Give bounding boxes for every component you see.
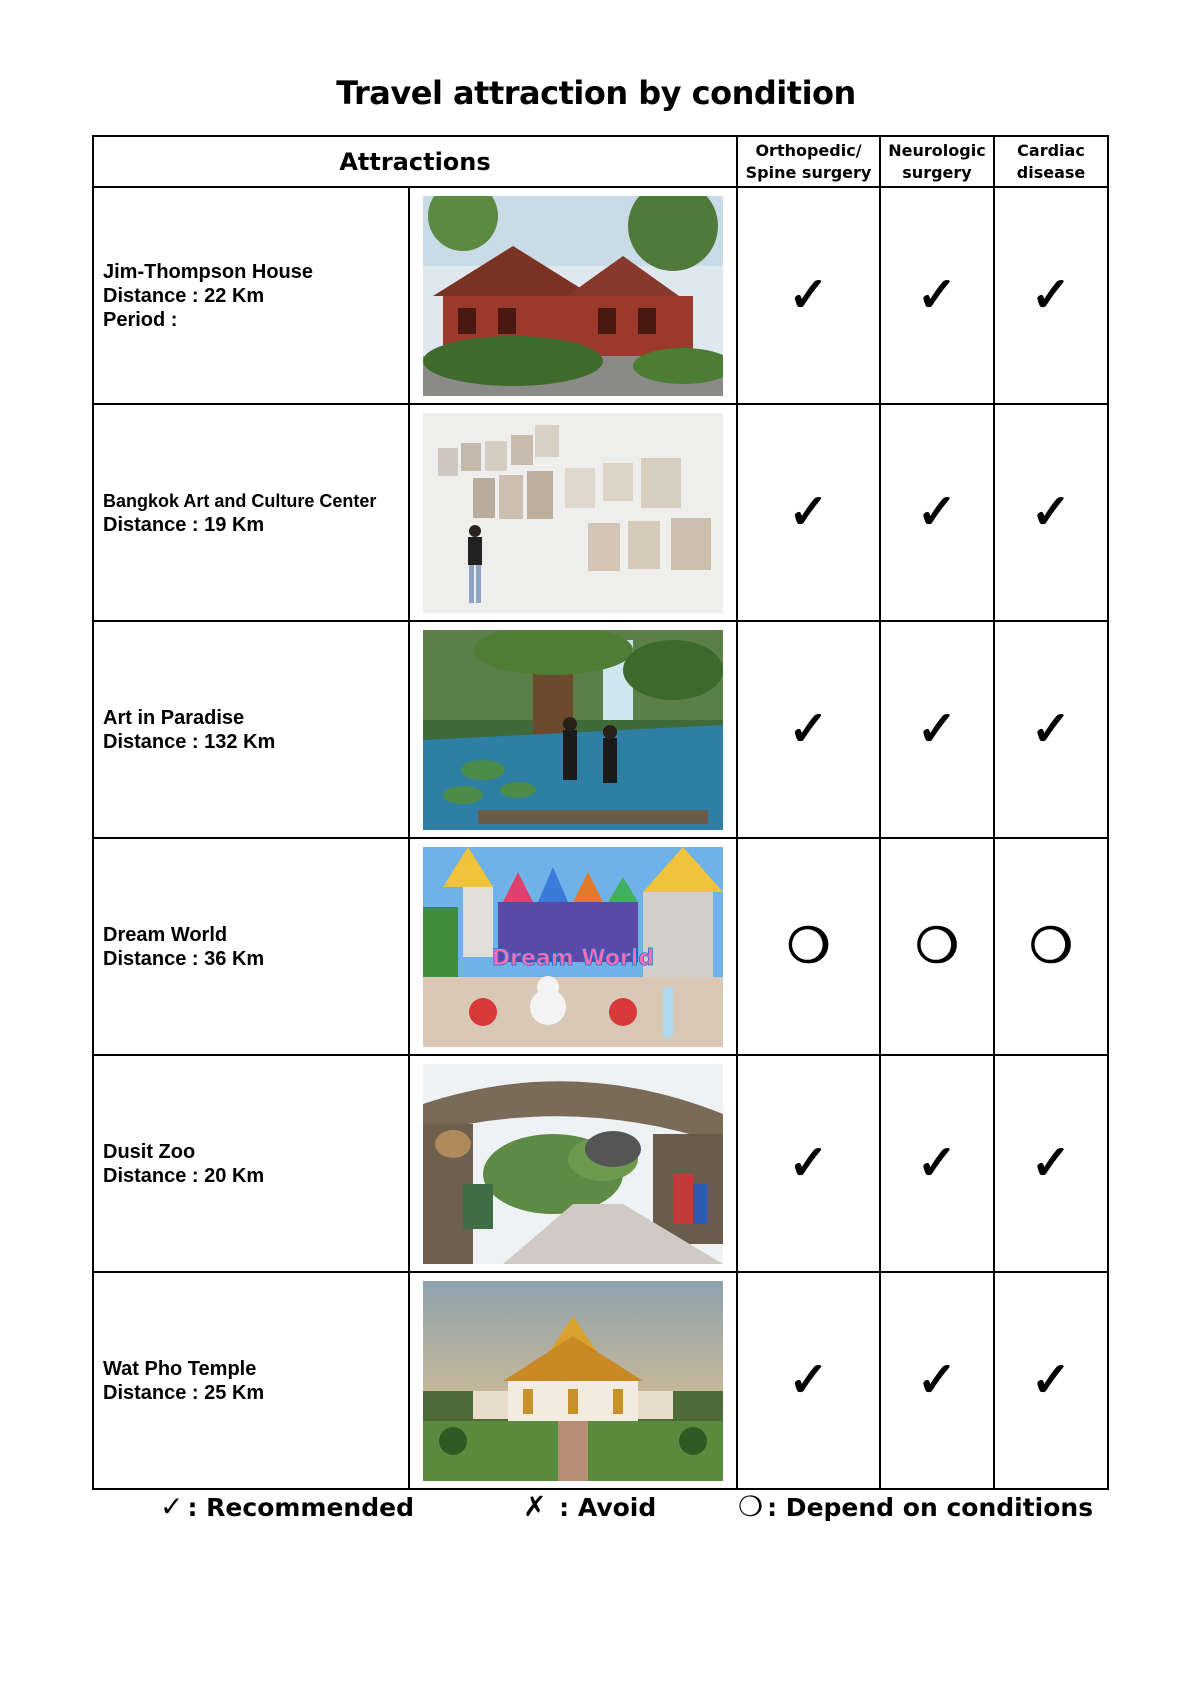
attraction-distance: Distance : 19 Km [103, 513, 265, 536]
mark-cardiac: ✓ [994, 1055, 1108, 1272]
red-teak-house-photo [423, 196, 723, 396]
circle-icon: ❍ [738, 1490, 764, 1523]
photo-cell [409, 1055, 737, 1272]
attractions-header: Attractions [93, 136, 737, 187]
header-row [93, 136, 1108, 187]
header-orthopedic [737, 136, 880, 187]
mark-neurologic: ✓ [880, 1272, 994, 1489]
attraction-name: Bangkok Art and Culture Center [103, 490, 377, 511]
table-row [93, 187, 1108, 404]
header-neurologic-line2: surgery [902, 162, 972, 182]
attractions-table [92, 135, 1109, 1490]
mark-orthopedic: ✓ [737, 404, 880, 621]
header-cardiac-line2: disease [1016, 162, 1086, 182]
attraction-name: Wat Pho Temple [103, 1357, 257, 1380]
mark-neurologic: ✓ [880, 404, 994, 621]
jungle-mural-photo [423, 630, 723, 830]
dream-world-sign: Dream World [491, 945, 655, 971]
attraction-distance: Distance : 36 Km [103, 947, 265, 970]
zoo-gate-photo [423, 1064, 723, 1264]
photo-cell [409, 838, 737, 1055]
photo-cell [409, 404, 737, 621]
legend-recommended [160, 1490, 414, 1523]
photo-cell [409, 621, 737, 838]
legend-recommended-text: : Recommended [187, 1493, 414, 1522]
check-icon: ✓ [160, 1490, 184, 1523]
attraction-name: Jim-Thompson House [103, 260, 314, 283]
mark-cardiac: ✓ [994, 404, 1108, 621]
header-cardiac-line1: Cardiac [1017, 140, 1085, 160]
attraction-info [93, 404, 409, 621]
photo-cell [409, 1272, 737, 1489]
page-title: Travel attraction by condition [336, 74, 856, 112]
table-row [93, 621, 1108, 838]
legend-depend-text: : Depend on conditions [767, 1493, 1094, 1522]
mark-cardiac: ✓ [994, 187, 1108, 404]
attraction-info [93, 621, 409, 838]
mark-cardiac: ❍ [994, 838, 1108, 1055]
mark-cardiac: ✓ [994, 621, 1108, 838]
attraction-distance: Distance : 22 Km [103, 284, 265, 307]
header-orthopedic-line2: Spine surgery [745, 162, 872, 182]
mark-orthopedic: ✓ [737, 1055, 880, 1272]
legend-depend [738, 1490, 1093, 1523]
header-neurologic [880, 136, 994, 187]
table-row [93, 838, 1108, 1055]
mark-orthopedic: ✓ [737, 1272, 880, 1489]
mark-neurologic: ❍ [880, 838, 994, 1055]
attraction-name: Dusit Zoo [103, 1140, 196, 1163]
mark-cardiac: ✓ [994, 1272, 1108, 1489]
mark-orthopedic: ✓ [737, 621, 880, 838]
attraction-distance: Distance : 20 Km [103, 1164, 265, 1187]
attraction-info [93, 187, 409, 404]
legend-avoid-text: : Avoid [550, 1493, 657, 1522]
attraction-name: Art in Paradise [103, 706, 245, 729]
attraction-info [93, 838, 409, 1055]
attraction-distance: Distance : 132 Km [103, 730, 276, 753]
gallery-wall-photo [423, 413, 723, 613]
attraction-name: Dream World [103, 923, 228, 946]
header-orthopedic-line1: Orthopedic/ [755, 140, 862, 160]
mark-neurologic: ✓ [880, 1055, 994, 1272]
header-cardiac [994, 136, 1108, 187]
mark-neurologic: ✓ [880, 187, 994, 404]
mark-orthopedic: ❍ [737, 838, 880, 1055]
attraction-distance: Distance : 25 Km [103, 1381, 265, 1404]
legend-avoid [523, 1490, 656, 1523]
header-neurologic-line1: Neurologic [888, 140, 986, 160]
photo-cell [409, 187, 737, 404]
attraction-info [93, 1272, 409, 1489]
attraction-info [93, 1055, 409, 1272]
mark-orthopedic: ✓ [737, 187, 880, 404]
table-row [93, 1055, 1108, 1272]
temple-photo [423, 1281, 723, 1481]
table-row [93, 1272, 1108, 1489]
cross-icon: ✗ [523, 1490, 547, 1523]
mark-neurologic: ✓ [880, 621, 994, 838]
amusement-park-photo [423, 847, 723, 1047]
attraction-period: Period : [103, 308, 178, 331]
table-row [93, 404, 1108, 621]
